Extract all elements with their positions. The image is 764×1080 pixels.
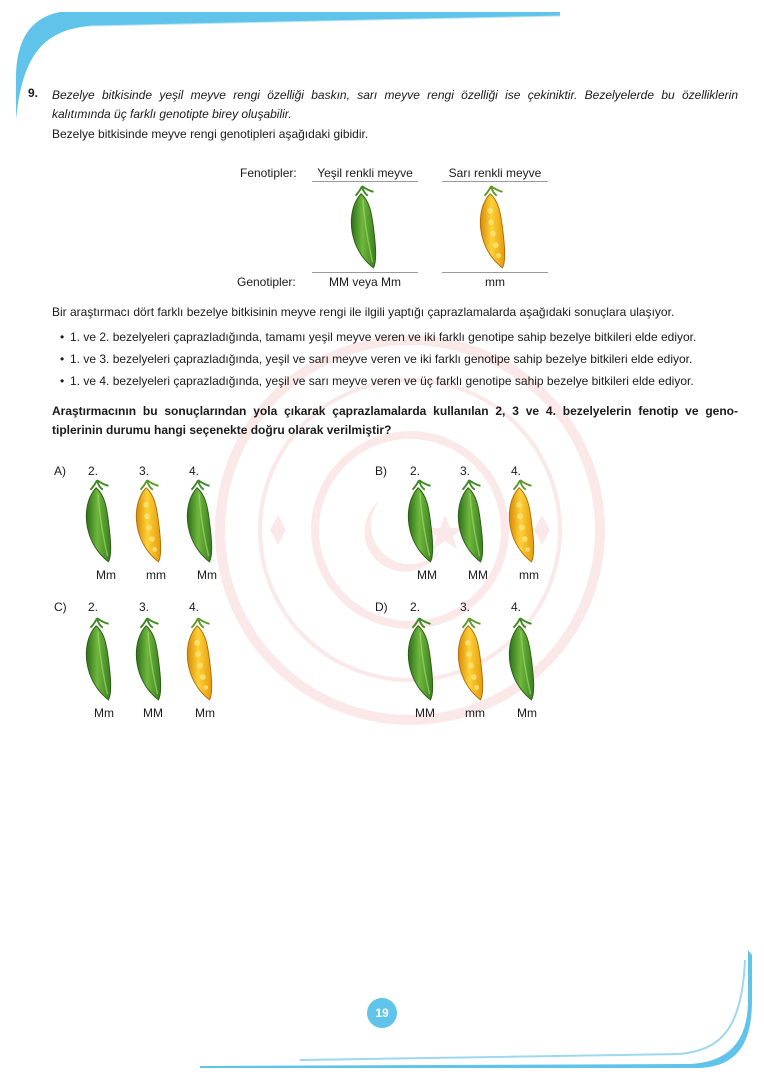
genotype-label: Mm: [94, 706, 114, 720]
bullet-item: • 1. ve 2. bezelyeleri çaprazladığında, tamamı yeşil meyve veren ve iki farklı genotipe sahip bezelye bitkileri elde ediyor.: [70, 330, 696, 344]
option-letter: A): [54, 464, 66, 478]
genotype-label: mm: [465, 706, 485, 720]
option-letter: C): [54, 600, 67, 614]
green-pea-pod-icon: [130, 616, 168, 702]
bullet-item: • 1. ve 4. bezelyeleri çaprazladığında, yeşil ve sarı meyve veren ve üç farklı genotipe sahip bezelye bitkileri elde ediyor.: [70, 374, 694, 388]
pea-number-label: 4.: [189, 464, 200, 478]
question-intro-2: Bezelye bitkisinde meyve rengi genotipleri aşağıdaki gibidir.: [52, 127, 369, 141]
pea-number-label: 3.: [460, 464, 471, 478]
yellow-phenotype-label: Sarı renkli meyve: [448, 166, 542, 180]
pea-number-label: 2.: [88, 600, 99, 614]
yellow-pea-pod-icon: [181, 616, 219, 702]
green-phenotype-label: Yeşil renkli meyve: [317, 166, 413, 180]
genotip-label: Genotipler:: [237, 275, 296, 289]
pea-number-label: 2.: [410, 600, 421, 614]
option-letter: B): [375, 464, 387, 478]
yellow-pea-pod-icon: [452, 616, 490, 702]
pea-number-label: 4.: [511, 600, 522, 614]
genotype-label: MM: [415, 706, 435, 720]
question-intro: Bezelye bitkisinde yeşil meyve rengi özelliği baskın, sarı meyve rengi özelliği ise çekiniktir. Bezelyelerde bu özelliklerin kalıtımında üç farklı genotipte birey oluşabilir.: [52, 88, 738, 121]
pea-number-label: 4.: [511, 464, 522, 478]
yellow-genotype-label: mm: [485, 275, 505, 289]
research-paragraph: Bir araştırmacı dört farklı bezelye bitkisinin meyve rengi ile ilgili yaptığı çaprazlamalarda aşağıdaki sonuçlara ulaşıyor.: [52, 305, 675, 319]
page-number: 19: [367, 998, 397, 1028]
question-prompt: Araştırmacının bu sonuçlarından yola çıkarak çaprazlamalarda kullanılan 2, 3 ve 4. bezelyelerin fenotip ve geno-tiplerinin durumu hangi seçenekte doğru olarak verilmiştir?: [52, 404, 738, 437]
green-genotype-label: MM veya Mm: [329, 275, 401, 289]
green-pea-pod-icon: [503, 616, 541, 702]
genotype-label: Mm: [197, 568, 217, 582]
green-pea-pod-icon: [80, 478, 118, 564]
green-genotype-line: [312, 272, 418, 273]
green-pea-pod-icon: [402, 616, 440, 702]
genotype-label: MM: [143, 706, 163, 720]
green-pea-pod-icon: [345, 184, 383, 270]
genotype-label: Mm: [195, 706, 215, 720]
genotype-label: mm: [519, 568, 539, 582]
pea-number-label: 2.: [410, 464, 421, 478]
pea-number-label: 2.: [88, 464, 99, 478]
question-number: 9.: [28, 86, 39, 100]
green-pea-pod-icon: [452, 478, 490, 564]
genotype-label: MM: [468, 568, 488, 582]
pea-number-label: 4.: [189, 600, 200, 614]
bullet-item: • 1. ve 3. bezelyeleri çaprazladığında, yeşil ve sarı meyve veren ve iki farklı genotipe sahip bezelye bitkileri elde ediyor.: [70, 352, 692, 366]
genotype-label: Mm: [517, 706, 537, 720]
yellow-pea-pod-icon: [474, 184, 512, 270]
pea-number-label: 3.: [460, 600, 471, 614]
option-letter: D): [375, 600, 388, 614]
green-pea-pod-icon: [80, 616, 118, 702]
genotype-label: MM: [417, 568, 437, 582]
yellow-phenotype-underline: [442, 181, 548, 182]
green-phenotype-underline: [312, 181, 418, 182]
green-pea-pod-icon: [402, 478, 440, 564]
pea-number-label: 3.: [139, 600, 150, 614]
pea-number-label: 3.: [139, 464, 150, 478]
green-pea-pod-icon: [181, 478, 219, 564]
fenotip-label: Fenotipler:: [240, 166, 297, 180]
yellow-pea-pod-icon: [503, 478, 541, 564]
genotype-label: mm: [146, 568, 166, 582]
genotype-label: Mm: [96, 568, 116, 582]
yellow-genotype-line: [442, 272, 548, 273]
yellow-pea-pod-icon: [130, 478, 168, 564]
